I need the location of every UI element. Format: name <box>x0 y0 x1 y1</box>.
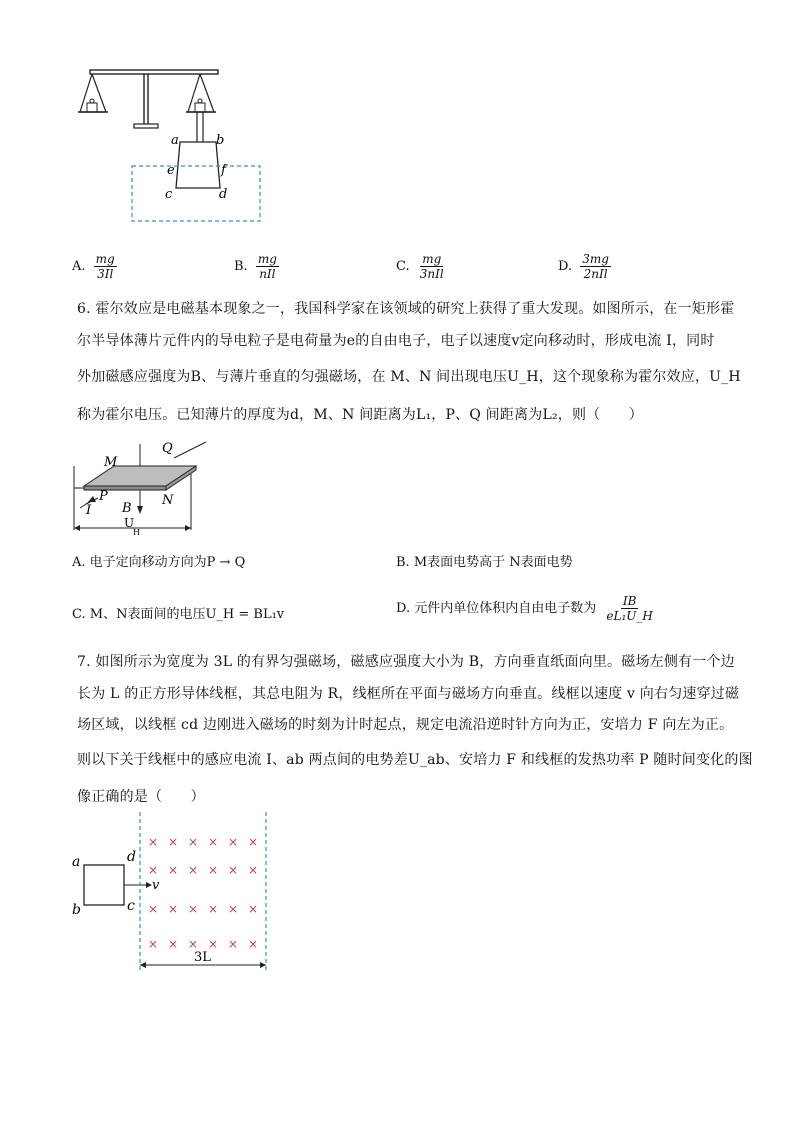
label-a: a <box>72 854 81 870</box>
q7-line-3: 场区域，以线框 cd 边刚进入磁场的时刻为计时起点，规定电流沿逆时针方向为正，安培力 F 向左为正。 <box>77 717 734 733</box>
q7-line-1: 7. 如图所示为宽度为 3L 的有界匀强磁场，磁感应强度大小为 B，方向垂直纸面向里。磁场左侧有一个边 <box>77 654 735 670</box>
field-cross-mark: × <box>168 835 179 849</box>
field-cross-mark: × <box>148 835 159 849</box>
field-cross-mark: × <box>188 863 199 877</box>
label-b: b <box>72 902 81 918</box>
label-f: f <box>221 163 226 178</box>
label-c: c <box>165 187 173 202</box>
field-cross-mark: × <box>148 863 159 877</box>
label-d: d <box>219 187 228 202</box>
q6-option-b[interactable]: B. M表面电势高于 N表面电势 <box>396 555 573 570</box>
field-cross-mark: × <box>168 863 179 877</box>
label-M: M <box>104 455 118 470</box>
field-cross-mark: × <box>248 835 259 849</box>
label-a: a <box>171 133 179 148</box>
q6-option-d[interactable]: D. 元件内单位体积内自由电子数为 $\frac{IB}{\text{eL₁U\_H}}$ <box>396 594 653 623</box>
field-cross-mark: × <box>248 863 259 877</box>
q7-line-4: 则以下关于线框中的感应电流 I、ab 两点间的电势差U_ab、安培力 F 和线框的发热功率 P 随时间变化的图 <box>77 752 753 768</box>
field-region <box>132 166 260 221</box>
q5-option-d[interactable]: D. $\frac{3mg}{\text{2nIl}}$ <box>558 252 609 281</box>
q6-option-c[interactable]: C. M、N表面间的电压U_H = BL₁v <box>72 607 285 622</box>
q6-line-1: 6. 霍尔效应是电磁基本现象之一，我国科学家在该领域的研究上获得了重大发现。如图所示，在一矩形霍 <box>77 301 735 317</box>
q5-option-a-fraction: $\frac{mg}{3Il}$ <box>95 252 115 281</box>
label-P: P <box>99 489 108 504</box>
label-c: c <box>127 898 135 914</box>
balance-beam <box>90 70 218 74</box>
label-d: d <box>127 849 136 865</box>
field-cross-mark: × <box>148 902 159 916</box>
field-cross-mark: × <box>248 902 259 916</box>
hall-effect-figure <box>66 436 216 541</box>
field-cross-mark: × <box>228 902 239 916</box>
field-cross-mark: × <box>168 902 179 916</box>
field-cross-mark: × <box>228 937 239 951</box>
label-b: b <box>216 133 225 148</box>
label-H: H <box>133 528 140 537</box>
q6-line-3: 外加磁感应强度为B、与薄片垂直的匀强磁场，在 M、N 间出现电压U_H，这个现象称为霍尔效应，U_H <box>77 369 741 385</box>
label-B: B <box>122 501 132 516</box>
label-width: 3L <box>194 950 211 965</box>
field-cross-mark: × <box>188 835 199 849</box>
q5-option-b[interactable]: B. $\frac{mg}{\text{nIl}}$ <box>234 252 277 281</box>
right-pan <box>188 74 214 112</box>
q7-line-5: 像正确的是（ ） <box>77 789 205 805</box>
magnetic-field-figure <box>66 810 276 975</box>
field-cross-mark: × <box>248 937 259 951</box>
field-crosses <box>148 835 258 951</box>
left-pan <box>80 74 106 112</box>
q5-option-d-fraction: $\frac{3mg}{\text{2nIl}}$ <box>582 252 609 281</box>
q5-option-c[interactable]: C. $\frac{mg}{\text{3nIl}}$ <box>396 252 444 281</box>
field-cross-mark: × <box>168 937 179 951</box>
balance-figure <box>70 62 270 227</box>
balance-base <box>134 124 158 128</box>
trapezoid-coil <box>176 142 220 188</box>
label-Q: Q <box>162 441 173 456</box>
field-cross-mark: × <box>228 835 239 849</box>
field-cross-mark: × <box>148 937 159 951</box>
field-cross-mark: × <box>208 835 219 849</box>
q5-option-b-fraction: $\frac{mg}{\text{nIl}}$ <box>257 252 277 281</box>
label-I: I <box>86 503 92 518</box>
field-cross-mark: × <box>188 902 199 916</box>
label-U: U <box>124 516 135 530</box>
field-cross-mark: × <box>188 937 199 951</box>
q6-option-a[interactable]: A. 电子定向移动方向为P → Q <box>72 555 246 570</box>
field-cross-mark: × <box>228 863 239 877</box>
label-v: v <box>152 878 160 893</box>
field-cross-mark: × <box>208 863 219 877</box>
q5-option-a[interactable]: A. $\frac{mg}{3Il}$ <box>72 252 115 281</box>
q6-line-4: 称为霍尔电压。已知薄片的厚度为d，M、N 间距离为L₁，P、Q 间距离为L₂，则（ ） <box>77 407 643 423</box>
q6-line-2: 尔半导体薄片元件内的导电粒子是电荷量为e的自由电子，电子以速度v定向移动时，形成电流 I，同时 <box>77 333 715 349</box>
q5-option-c-fraction: $\frac{mg}{\text{3nIl}}$ <box>419 252 444 281</box>
field-cross-mark: × <box>208 937 219 951</box>
field-cross-mark: × <box>208 902 219 916</box>
label-N: N <box>162 493 174 508</box>
hall-plate <box>84 466 196 486</box>
q6-option-d-fraction: $\frac{IB}{\text{eL₁U\_H}}$ <box>606 594 653 623</box>
q7-line-2: 长为 L 的正方形导体线框，其总电阻为 R，线框所在平面与磁场方向垂直。线框以速度 v 向右匀速穿过磁 <box>77 686 740 702</box>
square-coil <box>84 865 124 905</box>
label-e: e <box>167 163 175 178</box>
